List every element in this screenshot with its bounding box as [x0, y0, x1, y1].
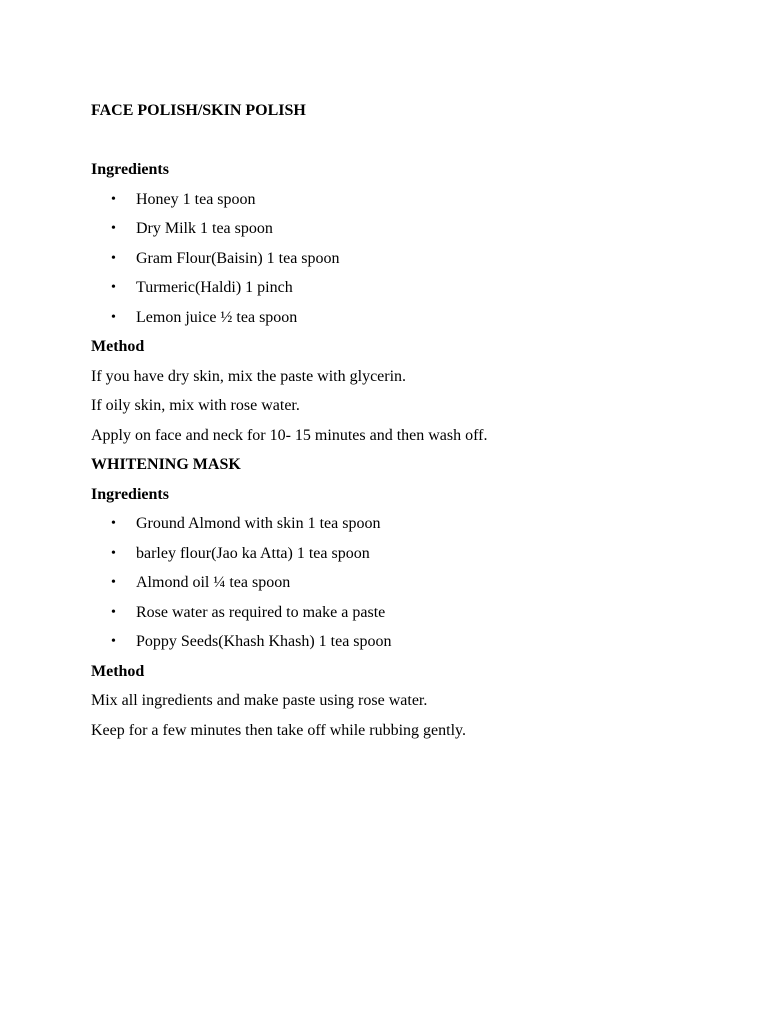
bullet-icon: •: [111, 604, 116, 620]
method-step: Mix all ingredients and make paste using rose water.: [91, 692, 428, 709]
bullet-icon: •: [111, 191, 116, 207]
ingredient-text: Dry Milk 1 tea spoon: [136, 220, 273, 237]
list-item: [91, 632, 711, 651]
ingredient-text: barley flour(Jao ka Atta) 1 tea spoon: [136, 544, 370, 562]
ingredient-text: Almond oil ¼ tea spoon: [136, 574, 291, 591]
method-step: If oily skin, mix with rose water.: [91, 397, 300, 414]
method-step: Keep for a few minutes then take off while rubbing gently.: [91, 721, 466, 739]
ingredient-text: Lemon juice ½ tea spoon: [136, 308, 298, 326]
list-item: [91, 308, 711, 327]
bullet-icon: •: [111, 250, 116, 266]
bullet-icon: •: [111, 309, 116, 325]
list-item: [91, 219, 711, 238]
method-heading: Method: [91, 662, 145, 680]
ingredients-list: [91, 514, 711, 651]
recipe-title-face-polish: FACE POLISH/SKIN POLISH: [91, 102, 306, 119]
ingredients-list: [91, 190, 711, 327]
ingredient-text: Ground Almond with skin 1 tea spoon: [136, 515, 381, 532]
bullet-icon: •: [111, 575, 116, 590]
bullet-icon: •: [111, 221, 116, 236]
bullet-icon: •: [111, 280, 116, 295]
method-step: Apply on face and neck for 10- 15 minutes and then wash off.: [91, 426, 488, 444]
list-item: [91, 278, 711, 297]
method-step: If you have dry skin, mix the paste with glycerin.: [91, 367, 407, 385]
ingredient-text: Rose water as required to make a paste: [136, 603, 386, 621]
bullet-icon: •: [111, 545, 116, 561]
list-item: [91, 544, 711, 563]
list-item: [91, 573, 711, 592]
ingredient-text: Gram Flour(Baisin) 1 tea spoon: [136, 249, 340, 267]
bullet-icon: •: [111, 634, 116, 649]
list-item: [91, 603, 711, 622]
list-item: [91, 190, 711, 209]
ingredients-heading: Ingredients: [91, 485, 169, 503]
method-heading: Method: [91, 338, 145, 355]
bullet-icon: •: [111, 516, 116, 531]
list-item: [91, 514, 711, 533]
ingredient-text: Turmeric(Haldi) 1 pinch: [136, 279, 293, 296]
document-content: [91, 101, 711, 750]
ingredient-text: Honey 1 tea spoon: [136, 190, 256, 208]
recipe-title-whitening-mask: WHITENING MASK: [91, 456, 241, 473]
ingredients-heading: Ingredients: [91, 161, 169, 178]
list-item: [91, 249, 711, 268]
ingredient-text: Poppy Seeds(Khash Khash) 1 tea spoon: [136, 633, 392, 650]
